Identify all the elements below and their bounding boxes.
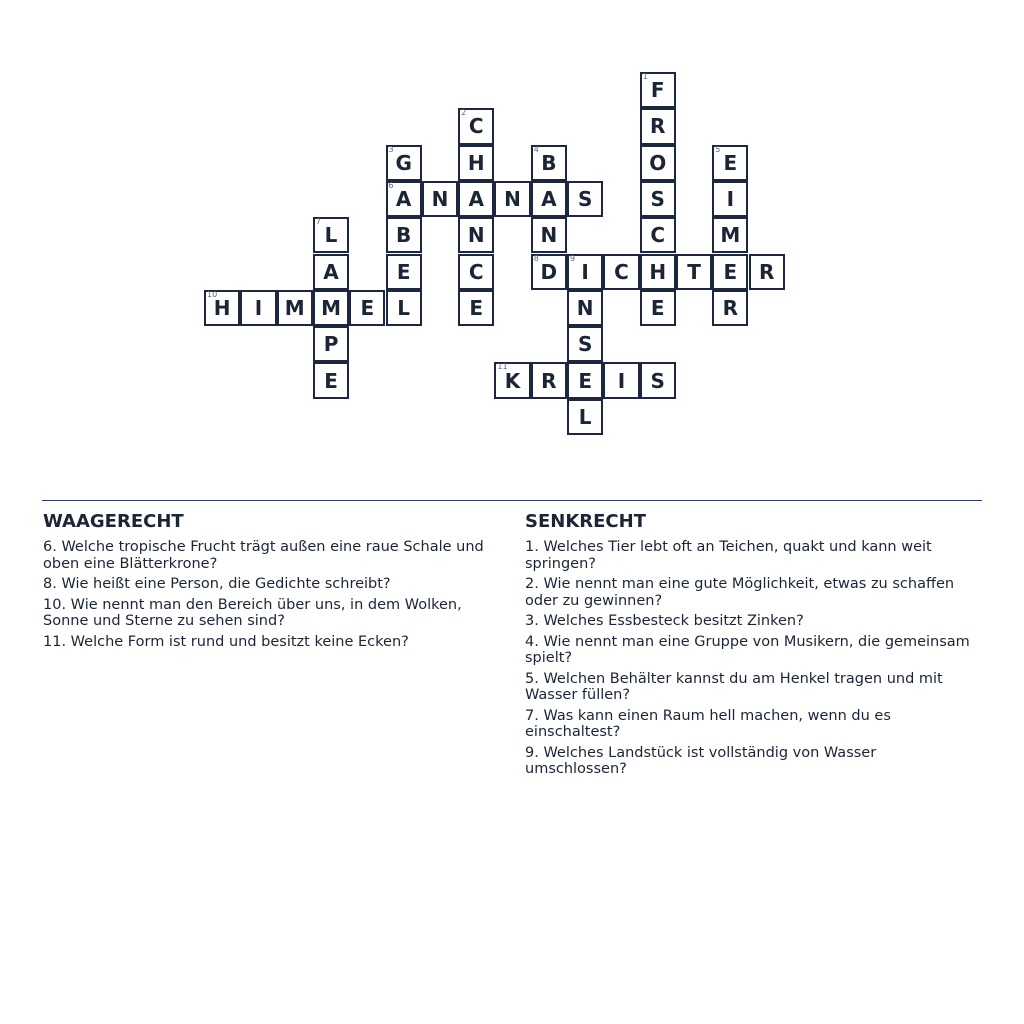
cell-letter: R [722,295,739,320]
down-heading: SENKRECHT [525,511,646,532]
cell-letter: L [578,404,592,429]
across-heading: WAAGERECHT [43,511,184,532]
down-clue: 4. Wie nennt man eine Gruppe von Musikern, die gemeinsam spielt? [525,633,970,666]
down-clue: 3. Welches Essbesteck besitzt Zinken? [525,613,804,629]
clue-number: 1 [642,72,648,81]
grid-cell[interactable] [567,326,603,362]
cell-letter: E [396,259,411,284]
clue-number: 7 [315,217,321,227]
clue-number: 10 [207,289,218,299]
grid-cell[interactable] [386,217,422,253]
clue-number: 6 [388,180,394,190]
cell-letter: C [614,259,629,284]
grid-cell[interactable] [458,145,494,181]
across-clues-column [43,511,493,654]
cell-letter: M [720,223,741,248]
cell-letter: C [468,114,484,139]
grid-cell[interactable] [603,362,639,398]
cell-letter: A [468,187,484,212]
grid-cell[interactable] [531,254,567,290]
cell-letter: S [577,332,593,357]
cell-letter: R [650,114,666,139]
cell-letter: E [469,295,484,320]
cell-letter: K [504,368,521,393]
cell-letter: A [395,187,412,212]
cell-letter: E [360,295,375,320]
cell-letter: R [758,259,775,284]
down-clue: 9. Welches Landstück ist vollständig von Wasser umschlossen? [525,744,877,777]
cell-letter: I [726,187,735,212]
grid-cell[interactable] [458,181,494,217]
clue-number: 11 [497,362,508,372]
across-clue: 6. Welche tropische Frucht trägt außen eine raue Schale und oben eine Blätterkrone? [43,539,484,572]
cell-letter: H [467,150,485,175]
cell-letter: S [577,187,593,212]
down-clue: 1. Welches Tier lebt oft an Teichen, quakt und kann weit springen? [525,539,932,572]
cell-letter: S [650,368,665,393]
clue-number: 8 [533,253,539,263]
cell-letter: N [576,295,594,320]
cell-letter: B [541,150,557,175]
cell-letter: P [323,332,339,357]
cell-letter: T [687,259,701,284]
grid-cell[interactable] [712,145,748,181]
grid-cell[interactable] [422,181,458,217]
cell-letter: I [581,259,589,284]
across-clue: 11. Welche Form ist rund und besitzt keine Ecken? [43,633,409,650]
grid-cell[interactable] [567,254,603,290]
grid-cell[interactable] [567,181,603,217]
cell-letter: N [540,223,558,248]
cell-letter: N [431,187,449,212]
cell-letter: G [395,150,412,175]
grid-cell[interactable] [531,145,567,181]
grid-cell[interactable] [567,290,603,326]
grid-cell[interactable] [458,108,494,144]
cell-letter: E [723,150,738,175]
grid-cell[interactable] [313,254,349,290]
cell-letter: O [649,150,667,175]
divider [42,500,982,501]
grid-cell[interactable] [494,181,530,217]
down-clue: 2. Wie nennt man eine gute Möglichkeit, etwas zu schaffen oder zu gewinnen? [525,576,955,609]
cell-letter: H [213,295,231,320]
cell-letter: M [321,295,341,320]
grid-cell[interactable] [640,362,676,398]
grid-cell[interactable] [603,254,639,290]
cell-letter: C [468,259,484,284]
grid-cell[interactable] [386,145,422,181]
cell-letter: D [540,259,558,284]
grid-cell[interactable] [749,254,785,290]
cell-letter: E [650,295,665,320]
grid-cell[interactable] [640,290,676,326]
cell-letter: N [467,223,485,248]
grid-cell[interactable] [640,145,676,181]
clue-number: 5 [715,144,721,154]
grid-cell[interactable] [640,72,676,108]
clue-number: 2 [461,108,467,118]
cell-letter: N [504,187,521,212]
cell-letter: S [650,187,665,212]
cell-letter: E [723,259,738,284]
cell-letter: E [324,368,338,393]
cell-letter: H [649,259,667,284]
grid-cell[interactable] [204,290,240,326]
grid-cell[interactable] [640,181,676,217]
cell-letter: L [397,295,411,320]
across-clue: 8. Wie heißt eine Person, die Gedichte schreibt? [43,576,391,592]
cell-letter: R [541,368,557,393]
down-clue: 5. Welchen Behälter kannst du am Henkel tragen und mit Wasser füllen? [525,670,943,703]
down-clues-column [525,511,975,782]
cell-letter: C [650,223,666,248]
cell-letter: M [284,295,305,320]
grid-cell[interactable] [494,362,530,398]
clue-number: 4 [533,144,539,154]
clue-number: 3 [388,144,394,154]
cell-letter: E [578,368,592,393]
cell-letter: A [323,259,339,284]
cell-letter: B [396,223,412,248]
grid-cell[interactable] [386,181,422,217]
crossword-grid [0,0,1024,460]
grid-cell[interactable] [313,290,349,326]
cell-letter: L [324,223,338,248]
grid-cell[interactable] [567,362,603,398]
grid-cell[interactable] [313,217,349,253]
grid-cell[interactable] [640,217,676,253]
grid-cell[interactable] [531,181,567,217]
grid-cell[interactable] [640,108,676,144]
across-clue: 10. Wie nennt man den Bereich über uns, in dem Wolken, Sonne und Sterne zu sehen sind? [43,596,462,629]
grid-cell[interactable] [640,254,676,290]
cell-letter: F [650,78,665,103]
grid-cell[interactable] [349,290,385,326]
grid-cell[interactable] [531,362,567,398]
grid-cell[interactable] [313,326,349,362]
grid-cell[interactable] [386,290,422,326]
cell-letter: A [541,187,557,212]
grid-cell[interactable] [712,290,748,326]
grid-cell[interactable] [567,399,603,435]
grid-cell[interactable] [458,254,494,290]
grid-cell[interactable] [458,290,494,326]
grid-cell[interactable] [240,290,276,326]
grid-cell[interactable] [712,217,748,253]
down-clue: 7. Was kann einen Raum hell machen, wenn du es einschaltest? [525,707,891,740]
grid-cell[interactable] [712,254,748,290]
grid-cell[interactable] [531,217,567,253]
grid-cell[interactable] [386,254,422,290]
cell-letter: I [254,295,263,320]
grid-cell[interactable] [277,290,313,326]
grid-cell[interactable] [676,254,712,290]
grid-cell[interactable] [458,217,494,253]
grid-cell[interactable] [313,362,349,398]
clue-number: 9 [570,253,576,263]
grid-cell[interactable] [712,181,748,217]
cell-letter: I [617,368,626,393]
